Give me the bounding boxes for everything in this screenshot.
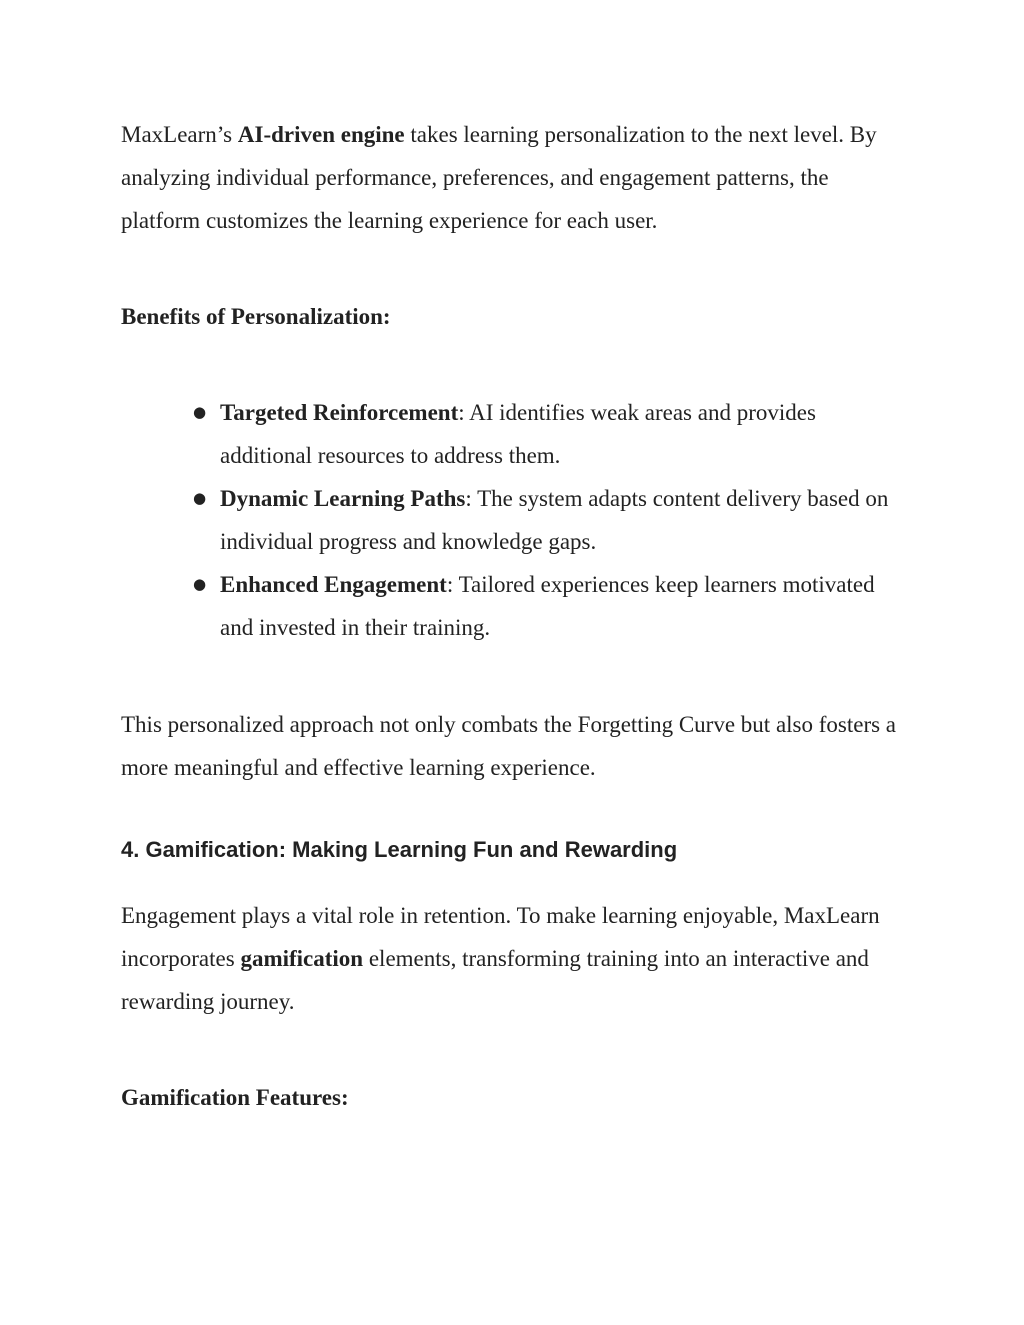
gamification-rest: elements, transforming training into an interactive and rewarding journey. [121, 946, 869, 1014]
benefit-text: : Tailored experiences keep learners motivated and invested in their training. [220, 572, 875, 640]
intro-rest: takes learning personalization to the next level. By analyzing individual performance, preferences, and engagement patterns, the platform customizes the learning experience for each user. [121, 122, 877, 233]
list-item [193, 563, 911, 649]
intro-paragraph [121, 113, 911, 242]
intro-lead: MaxLearn’s [121, 122, 238, 147]
benefit-title: Enhanced Engagement [220, 572, 447, 597]
features-heading: Gamification Features: [121, 1085, 349, 1110]
benefit-title: Targeted Reinforcement [220, 400, 459, 425]
benefit-title: Dynamic Learning Paths [220, 486, 466, 511]
benefit-text: : The system adapts content delivery based on individual progress and knowledge gaps. [220, 486, 889, 554]
benefits-heading: Benefits of Personalization: [121, 304, 391, 329]
closing-paragraph: This personalized approach not only combats the Forgetting Curve but also fosters a more meaningful and effective learning experience. [121, 712, 897, 780]
bullet-icon: ● [193, 575, 207, 593]
benefit-text: : AI identifies weak areas and provides additional resources to address them. [220, 400, 816, 468]
document-page [121, 113, 911, 1119]
list-item [193, 477, 911, 563]
gamification-paragraph [121, 894, 911, 1023]
gamification-bold: gamification [240, 946, 364, 971]
benefits-list [121, 391, 911, 649]
gamification-lead: Engagement plays a vital role in retention. To make learning enjoyable, MaxLearn incorporates [121, 903, 880, 971]
intro-bold: AI-driven engine [237, 122, 405, 147]
bullet-icon: ● [193, 489, 207, 507]
section-heading: 4. Gamification: Making Learning Fun and Rewarding [121, 837, 678, 862]
list-item [193, 391, 911, 477]
bullet-icon: ● [193, 403, 207, 421]
